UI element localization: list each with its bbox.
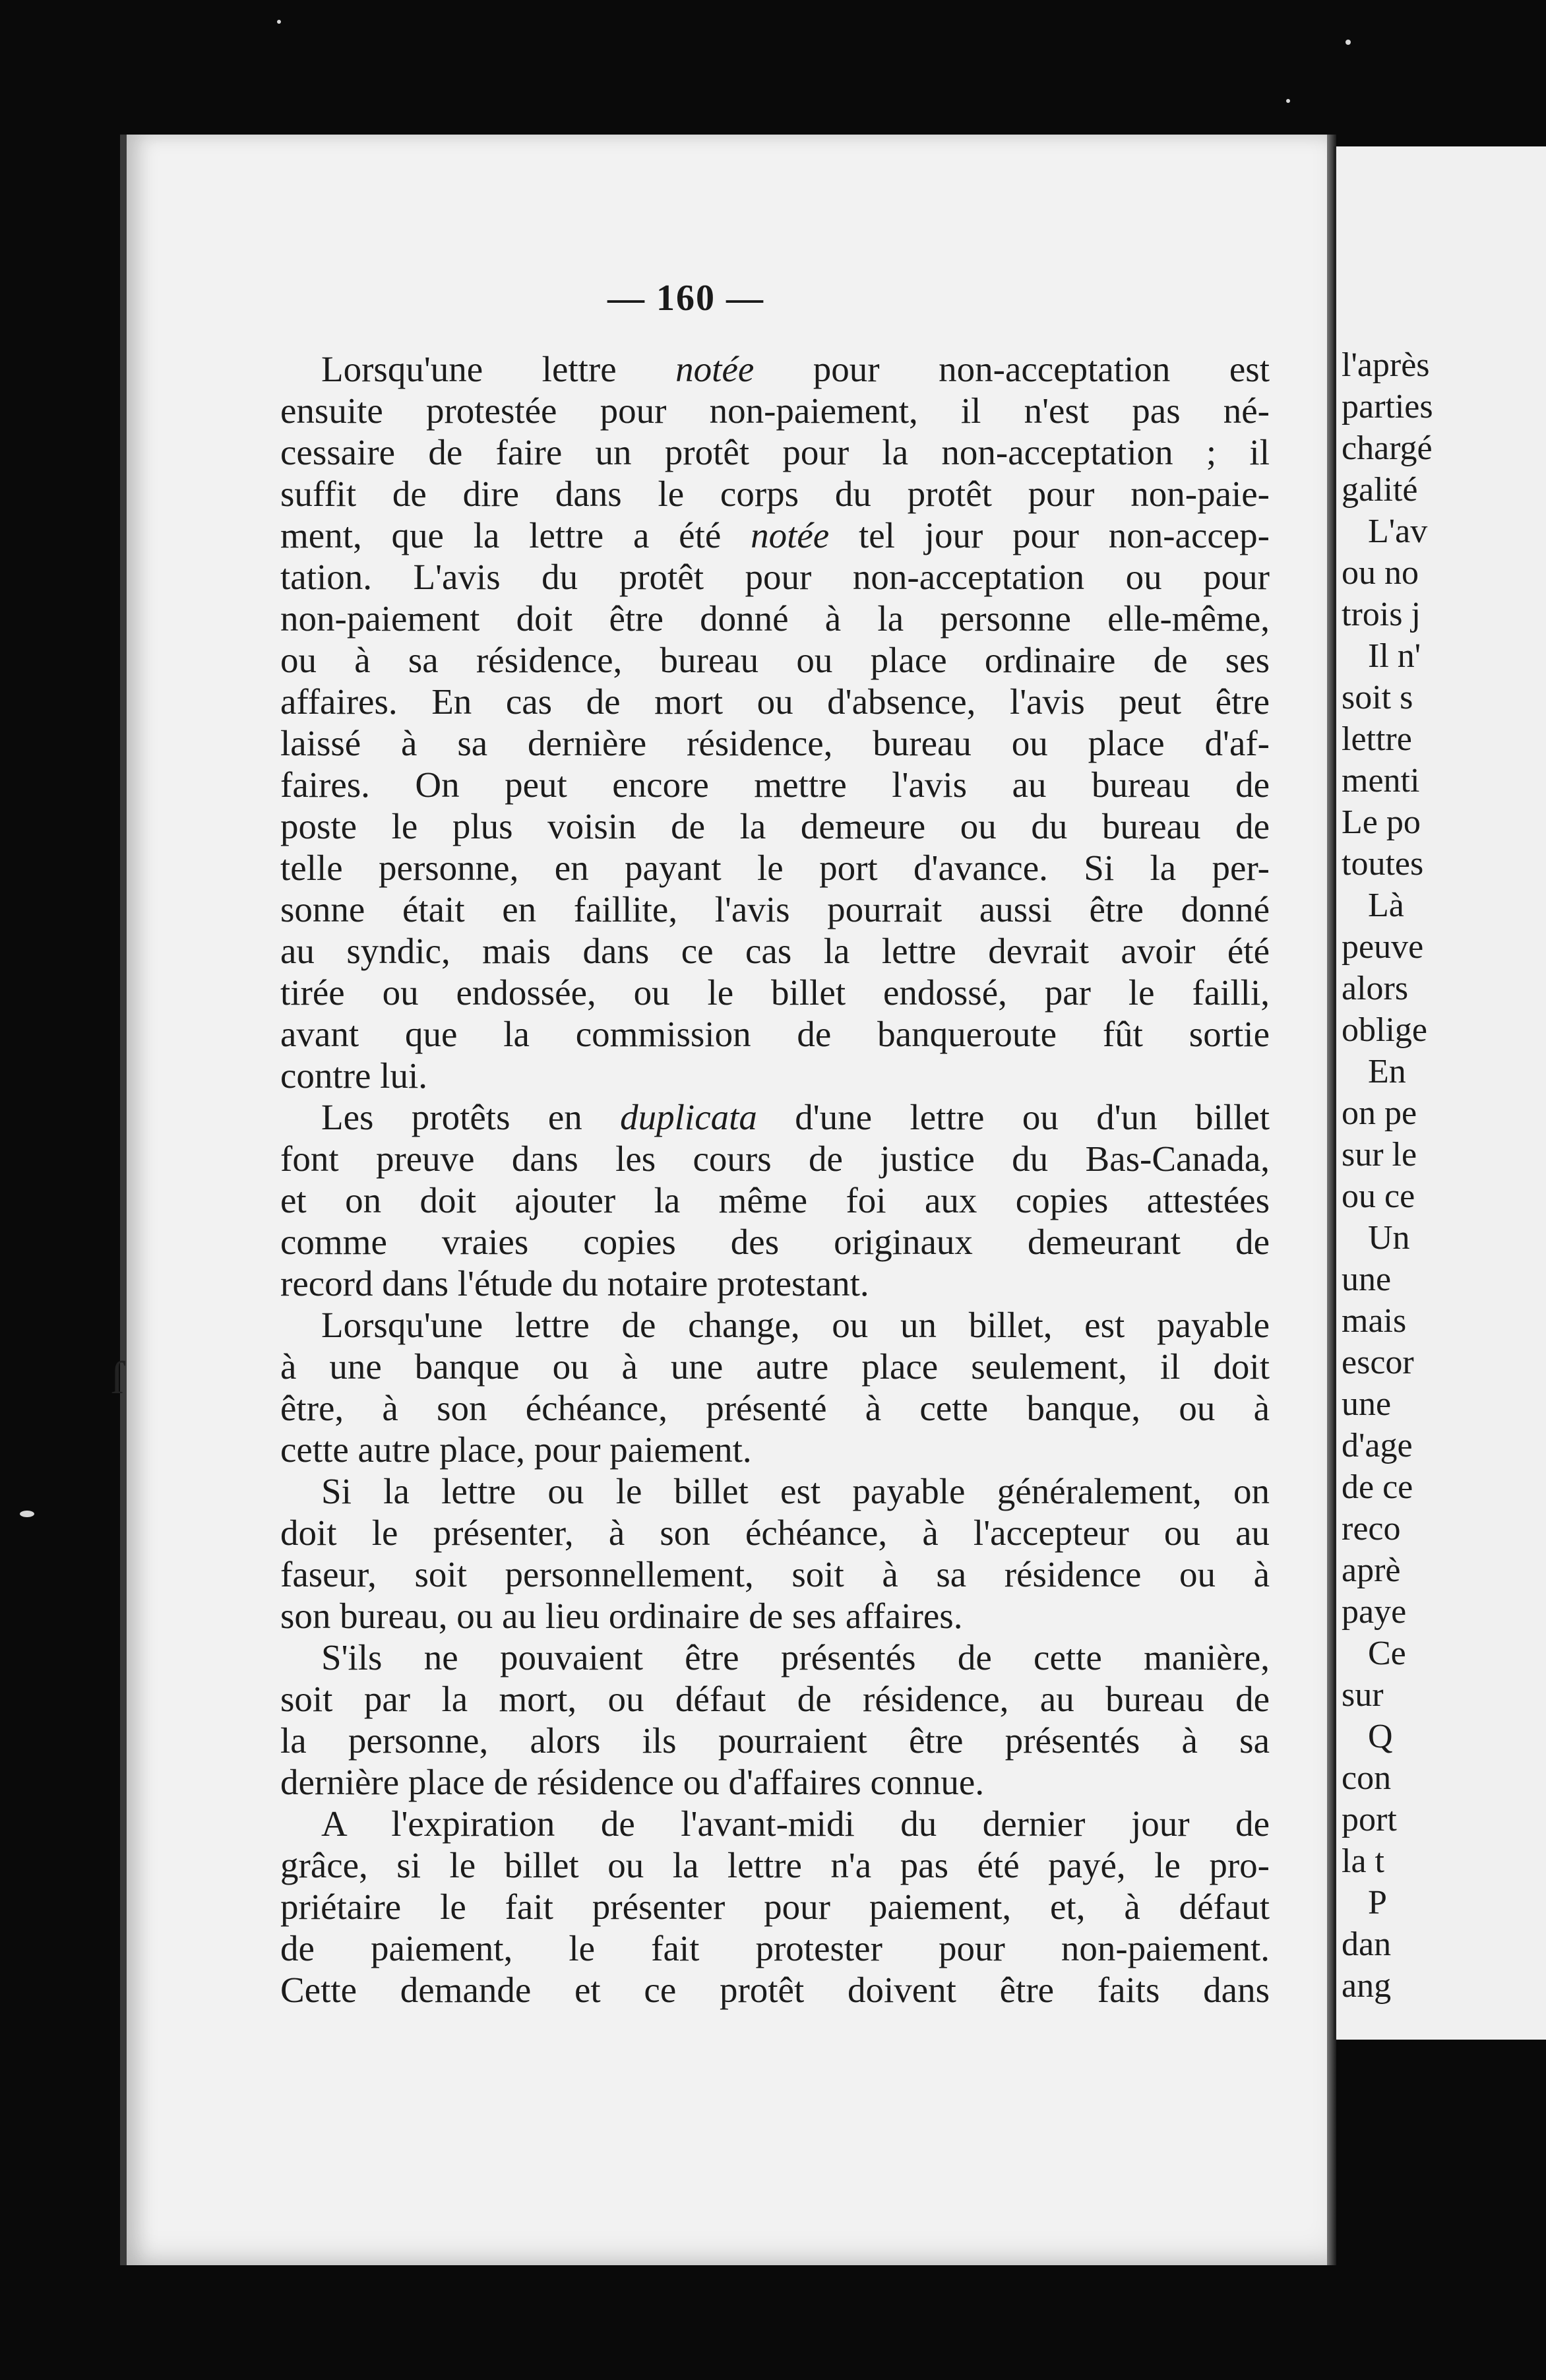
text-run: et on doit ajouter la même foi aux copies attestées xyxy=(280,1180,1270,1220)
text-line: dan xyxy=(1342,1926,1392,1963)
page-number: — 160 — xyxy=(607,278,764,319)
text-run: A l'expiration de l'avant-midi du dernier jour de xyxy=(321,1803,1270,1844)
text-run: doit le présenter, à son échéance, à l'accepteur ou au xyxy=(280,1513,1270,1553)
text-line xyxy=(280,722,1270,764)
text-line: Le po xyxy=(1342,803,1421,841)
text-run: tation. L'avis du protêt pour non-acceptation ou pour xyxy=(280,557,1270,597)
text-line: soit s xyxy=(1342,679,1413,716)
text-run: dernière place de résidence ou d'affaires connue. xyxy=(280,1762,985,1802)
text-run: suffit de dire dans le corps du protêt pour non-paie- xyxy=(280,474,1270,514)
text-line: menti xyxy=(1342,762,1420,799)
text-line: mais xyxy=(1342,1302,1407,1340)
text-line: on pe xyxy=(1342,1094,1417,1132)
text-line: con xyxy=(1342,1759,1392,1797)
text-line: galité xyxy=(1342,471,1418,509)
text-line xyxy=(280,1844,1270,1886)
text-run: poste le plus voisin de la demeure ou du bureau de xyxy=(280,806,1270,846)
text-line: oblige xyxy=(1342,1011,1427,1049)
text-run: S'ils ne pouvaient être présentés de cette manière, xyxy=(321,1637,1270,1677)
text-line: paye xyxy=(1342,1593,1407,1631)
text-line xyxy=(280,1096,1270,1138)
text-line: une xyxy=(1342,1385,1392,1423)
text-line: lettre xyxy=(1342,720,1412,758)
text-line xyxy=(280,1179,1270,1221)
text-line: port xyxy=(1342,1801,1397,1838)
text-line xyxy=(280,639,1270,681)
text-run: Lorsqu'une lettre xyxy=(321,349,676,389)
text-line xyxy=(280,1013,1270,1055)
text-run: Cette demande et ce protêt doivent être faits dans xyxy=(280,1970,1270,2010)
text-run: Lorsqu'une lettre de change, ou un billet, est payable xyxy=(321,1305,1270,1345)
text-line: chargé xyxy=(1342,429,1433,467)
text-run: priétaire le fait présenter pour paiement, et, à défaut xyxy=(280,1887,1270,1927)
italic-term: notée xyxy=(675,349,755,389)
text-line: peuve xyxy=(1342,928,1424,966)
text-run: la personne, alors ils pourraient être présentés à sa xyxy=(280,1720,1270,1761)
text-line: Il n' xyxy=(1368,637,1421,675)
text-line xyxy=(280,1263,1270,1304)
text-run: Les protêts en xyxy=(321,1097,621,1137)
text-run: contre lui. xyxy=(280,1055,427,1096)
text-line: alors xyxy=(1342,970,1409,1007)
text-run: cette autre place, pour paiement. xyxy=(280,1429,752,1470)
text-line: ou no xyxy=(1342,554,1419,592)
text-line: Un xyxy=(1368,1219,1410,1257)
text-run: faseur, soit personnellement, soit à sa résidence ou à xyxy=(280,1554,1270,1594)
text-line: aprè xyxy=(1342,1551,1401,1589)
text-line: d'age xyxy=(1342,1427,1413,1464)
italic-term: duplicata xyxy=(620,1097,757,1137)
text-run: ou à sa résidence, bureau ou place ordinaire de ses xyxy=(280,640,1270,680)
text-line xyxy=(280,1304,1270,1346)
text-line: sur le xyxy=(1342,1136,1417,1174)
text-line xyxy=(280,847,1270,889)
text-line xyxy=(280,473,1270,515)
text-line xyxy=(280,1678,1270,1720)
text-line: Là xyxy=(1368,887,1404,924)
text-line: de ce xyxy=(1342,1468,1413,1506)
text-run: grâce, si le billet ou la lettre n'a pas été payé, le pro- xyxy=(280,1845,1270,1885)
text-line xyxy=(280,764,1270,805)
text-line xyxy=(280,598,1270,639)
text-line xyxy=(280,930,1270,972)
text-line: En xyxy=(1368,1053,1406,1090)
text-run: sonne était en faillite, l'avis pourrait aussi être donné xyxy=(280,889,1270,929)
text-run: Si la lettre ou le billet est payable généralement, on xyxy=(321,1471,1270,1511)
text-line: parties xyxy=(1342,388,1433,425)
text-run: comme vraies copies des originaux demeurant de xyxy=(280,1222,1270,1262)
text-line: P xyxy=(1368,1884,1387,1922)
text-line xyxy=(280,1803,1270,1844)
text-line xyxy=(280,1346,1270,1387)
text-line xyxy=(280,1637,1270,1678)
text-line xyxy=(280,1512,1270,1553)
text-line: une xyxy=(1342,1261,1392,1298)
text-line: Q xyxy=(1368,1718,1393,1755)
text-line xyxy=(280,1429,1270,1470)
right-page-text xyxy=(1342,344,1546,2007)
text-run: son bureau, ou au lieu ordinaire de ses affaires. xyxy=(280,1596,963,1636)
text-line xyxy=(280,556,1270,598)
text-run: font preuve dans les cours de justice du Bas-Canada, xyxy=(280,1139,1270,1179)
text-run: cessaire de faire un protêt pour la non-acceptation ; il xyxy=(280,432,1270,472)
text-run: tirée ou endossée, ou le billet endossé, par le failli, xyxy=(280,972,1270,1013)
text-line: la t xyxy=(1342,1842,1384,1880)
text-run: ment, que la lettre a été xyxy=(280,515,751,555)
text-line xyxy=(280,1387,1270,1429)
text-run: non-paiement doit être donné à la personne elle-même, xyxy=(280,598,1270,639)
text-line xyxy=(280,1595,1270,1637)
text-line: l'après xyxy=(1342,346,1430,384)
text-run: faires. On peut encore mettre l'avis au bureau de xyxy=(280,765,1270,805)
text-run: soit par la mort, ou défaut de résidence, au bureau de xyxy=(280,1679,1270,1719)
text-line xyxy=(280,972,1270,1013)
text-line: trois j xyxy=(1342,596,1421,633)
text-run: à une banque ou à une autre place seulement, il doit xyxy=(280,1346,1270,1387)
text-run: avant que la commission de banqueroute fût sortie xyxy=(280,1014,1270,1054)
text-line: sur xyxy=(1342,1676,1384,1714)
text-line xyxy=(280,390,1270,431)
text-line xyxy=(280,1470,1270,1512)
right-page xyxy=(1334,146,1546,2040)
text-line xyxy=(280,1221,1270,1263)
text-line: reco xyxy=(1342,1510,1401,1548)
text-line xyxy=(280,431,1270,473)
text-line xyxy=(280,805,1270,847)
left-page-text xyxy=(280,348,1270,2011)
text-line xyxy=(280,681,1270,722)
text-line: L'av xyxy=(1368,513,1428,550)
text-run: d'une lettre ou d'un billet xyxy=(757,1097,1270,1137)
text-line xyxy=(280,1886,1270,1927)
text-line: escor xyxy=(1342,1344,1414,1381)
text-line xyxy=(280,889,1270,930)
text-line: ang xyxy=(1342,1967,1392,2005)
text-run: au syndic, mais dans ce cas la lettre devrait avoir été xyxy=(280,931,1270,971)
italic-term: notée xyxy=(751,515,830,555)
text-line xyxy=(280,1720,1270,1761)
text-line xyxy=(280,1969,1270,2011)
text-line xyxy=(280,1138,1270,1179)
margin-annotation: ſ xyxy=(111,1353,124,1404)
text-run: être, à son échéance, présenté à cette banque, ou à xyxy=(280,1388,1270,1428)
text-run: record dans l'étude du notaire protestant. xyxy=(280,1263,869,1303)
text-line xyxy=(280,1927,1270,1969)
text-line: ou ce xyxy=(1342,1177,1415,1215)
text-run: laissé à sa dernière résidence, bureau ou place d'af- xyxy=(280,723,1270,763)
text-line: Ce xyxy=(1368,1635,1406,1672)
text-line xyxy=(280,1553,1270,1595)
text-line xyxy=(280,515,1270,556)
text-run: de paiement, le fait protester pour non-paiement. xyxy=(280,1928,1270,1968)
text-run: pour non-acceptation est xyxy=(754,349,1270,389)
text-run: ensuite protestée pour non-paiement, il n'est pas né- xyxy=(280,391,1270,431)
text-line xyxy=(280,1055,1270,1096)
text-run: affaires. En cas de mort ou d'absence, l'avis peut être xyxy=(280,681,1270,722)
text-line xyxy=(280,348,1270,390)
text-run: telle personne, en payant le port d'avance. Si la per- xyxy=(280,848,1270,888)
text-run: tel jour pour non-accep- xyxy=(829,515,1270,555)
text-line: toutes xyxy=(1342,845,1424,883)
text-line xyxy=(280,1761,1270,1803)
